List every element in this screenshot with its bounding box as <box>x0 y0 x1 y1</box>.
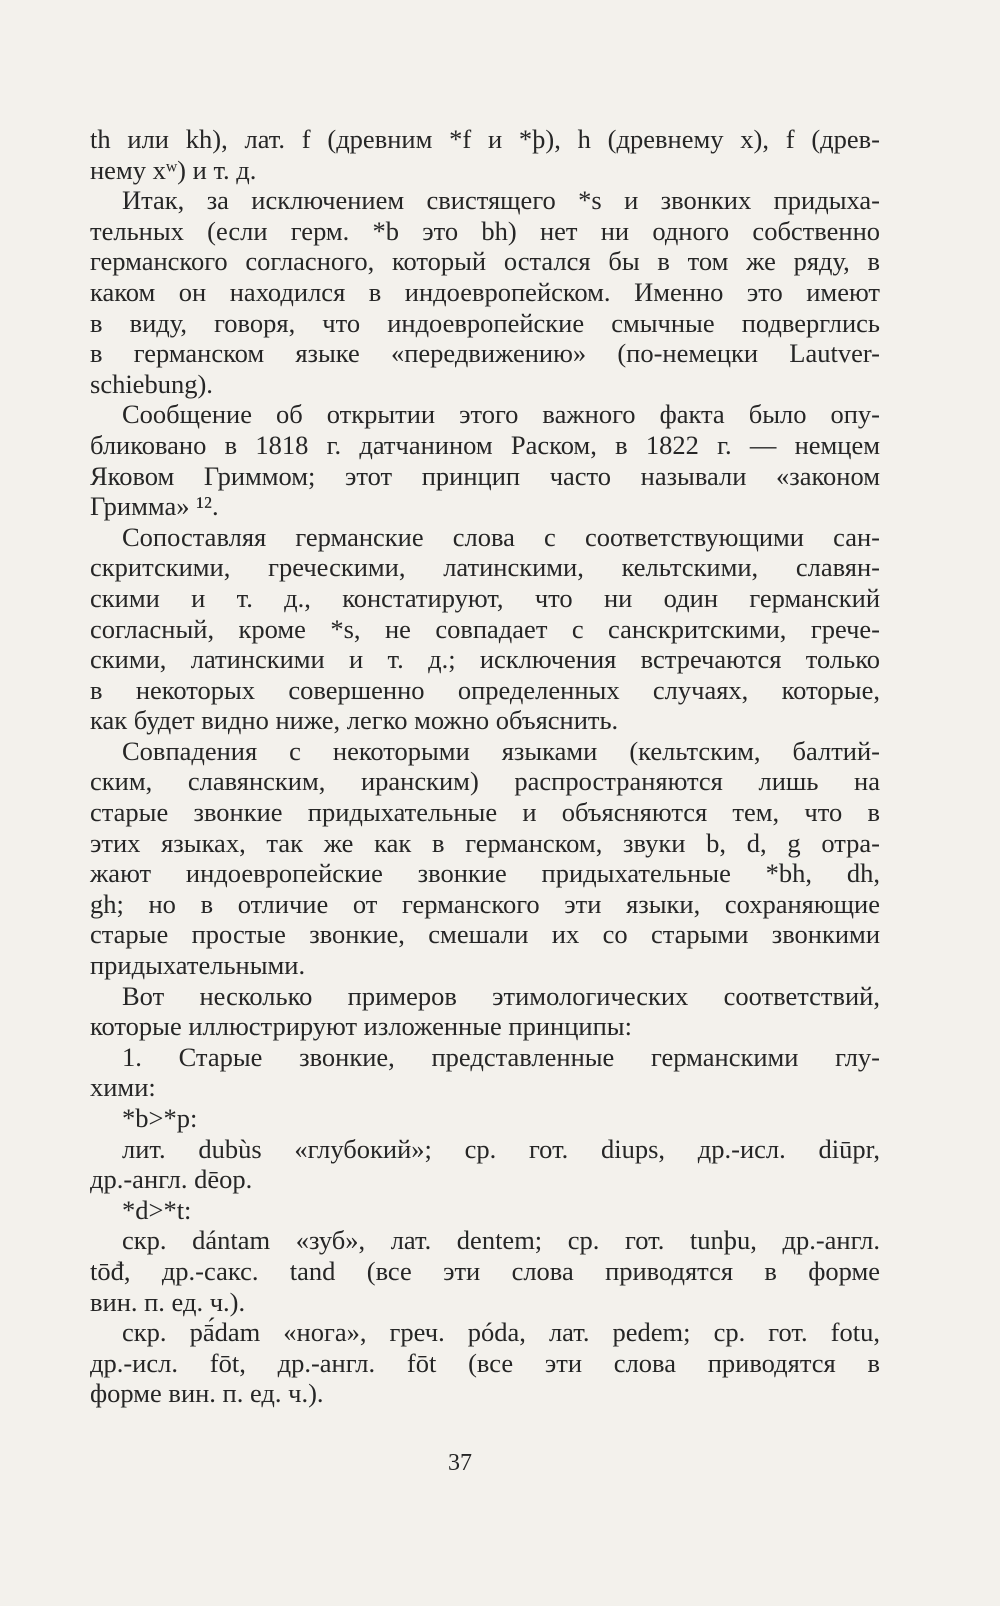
paragraph <box>90 981 880 1042</box>
text-line: вин. п. ед. ч.). <box>90 1286 246 1317</box>
text-line: Сообщение об открытии этого важного факта было опу- <box>122 399 880 430</box>
text-line: в виду, говоря, что индоевропейские смычные подверглись <box>90 307 880 338</box>
text-line: др.-исл. fōt, др.-англ. fōt (все эти слова приводятся в <box>90 1347 880 1378</box>
text-line: gh; но в отличие от германского эти языки, сохраняющие <box>90 888 880 919</box>
text-line: германского согласного, который остался бы в том же ряду, в <box>90 246 880 277</box>
text-line: schiebung). <box>90 368 213 399</box>
paragraph <box>90 1317 880 1409</box>
text-line: tōđ, др.-сакс. tand (все эти слова приводятся в форме <box>90 1255 880 1286</box>
text-line: Итак, за исключением свистящего *s и звонких придыха- <box>122 185 880 216</box>
paragraph <box>90 124 880 185</box>
text-line: старые простые звонкие, смешали их со старыми звонкими <box>90 919 880 950</box>
text-line: жают индоевропейские звонкие придыхательные *bh, dh, <box>90 858 880 889</box>
paragraph <box>90 1103 880 1134</box>
text-line: старые звонкие придыхательные и объясняются тем, что в <box>90 797 880 828</box>
text-line: скими и т. д., констатируют, что ни один германский <box>90 582 880 613</box>
text-line: скритскими, греческими, латинскими, кельтскими, славян- <box>90 552 880 583</box>
text-line: нему xʷ) и т. д. <box>90 154 257 185</box>
paragraph <box>90 185 880 399</box>
paragraph <box>90 1195 880 1226</box>
text-line: Совпадения с некоторыми языками (кельтским, балтий- <box>122 735 880 766</box>
text-line: Яковом Гриммом; этот принцип часто называли «законом <box>90 460 880 491</box>
text-line: в некоторых совершенно определенных случаях, которые, <box>90 674 880 705</box>
text-line: тельных (если герм. *b это bh) нет ни одного собственно <box>90 215 880 246</box>
paragraph <box>90 399 880 521</box>
text-line: 1. Старые звонкие, представленные германскими глу- <box>122 1041 880 1072</box>
text-line: бликовано в 1818 г. датчанином Раском, в 1822 г. — немцем <box>90 429 880 460</box>
text-line: каком он находился в индоевропейском. Именно это имеют <box>90 276 880 307</box>
paragraph <box>90 522 880 736</box>
text-line: *d>*t: <box>122 1194 192 1225</box>
text-line: хими: <box>90 1072 156 1103</box>
text-line: как будет видно ниже, легко можно объяснить. <box>90 705 619 736</box>
page-number: 37 <box>448 1450 472 1476</box>
text-line: придыхательными. <box>90 950 306 981</box>
text-line: этих языках, так же как в германском, звуки b, d, g отра- <box>90 827 880 858</box>
page-body-text <box>90 124 880 1409</box>
text-line: th или kh), лат. f (древним *f и *þ), h (древнему x), f (древ- <box>90 124 880 154</box>
paragraph <box>90 1225 880 1317</box>
text-line: форме вин. п. ед. ч.). <box>90 1378 324 1409</box>
text-line: которые иллюстрируют изложенные принципы: <box>90 1011 632 1042</box>
text-line: Гримма» ¹². <box>90 491 219 522</box>
text-line: Сопоставляя германские слова с соответствующими сан- <box>122 521 880 552</box>
text-line: др.-англ. dēop. <box>90 1164 253 1195</box>
text-line: *b>*p: <box>122 1103 198 1133</box>
paragraph <box>90 1134 880 1195</box>
text-line: в германском языке «передвижению» (по-немецки Lautver- <box>90 338 880 369</box>
text-line: ским, славянским, иранским) распространяются лишь на <box>90 766 880 797</box>
text-line: скр. dántam «зуб», лат. dentem; ср. гот. tunþu, др.-англ. <box>122 1225 880 1256</box>
text-line: лит. dubùs «глубокий»; ср. гот. diups, др.-исл. diūpr, <box>122 1133 880 1164</box>
paragraph <box>90 1042 880 1103</box>
paragraph <box>90 736 880 981</box>
text-line: согласный, кроме *s, не совпадает с санскритскими, грече- <box>90 613 880 644</box>
text-line: скими, латинскими и т. д.; исключения встречаются только <box>90 644 880 675</box>
text-line: Вот несколько примеров этимологических соответствий, <box>122 980 880 1011</box>
text-line: скр. pā́dam «нога», греч. póda, лат. pedem; ср. гот. fotu, <box>122 1317 880 1348</box>
